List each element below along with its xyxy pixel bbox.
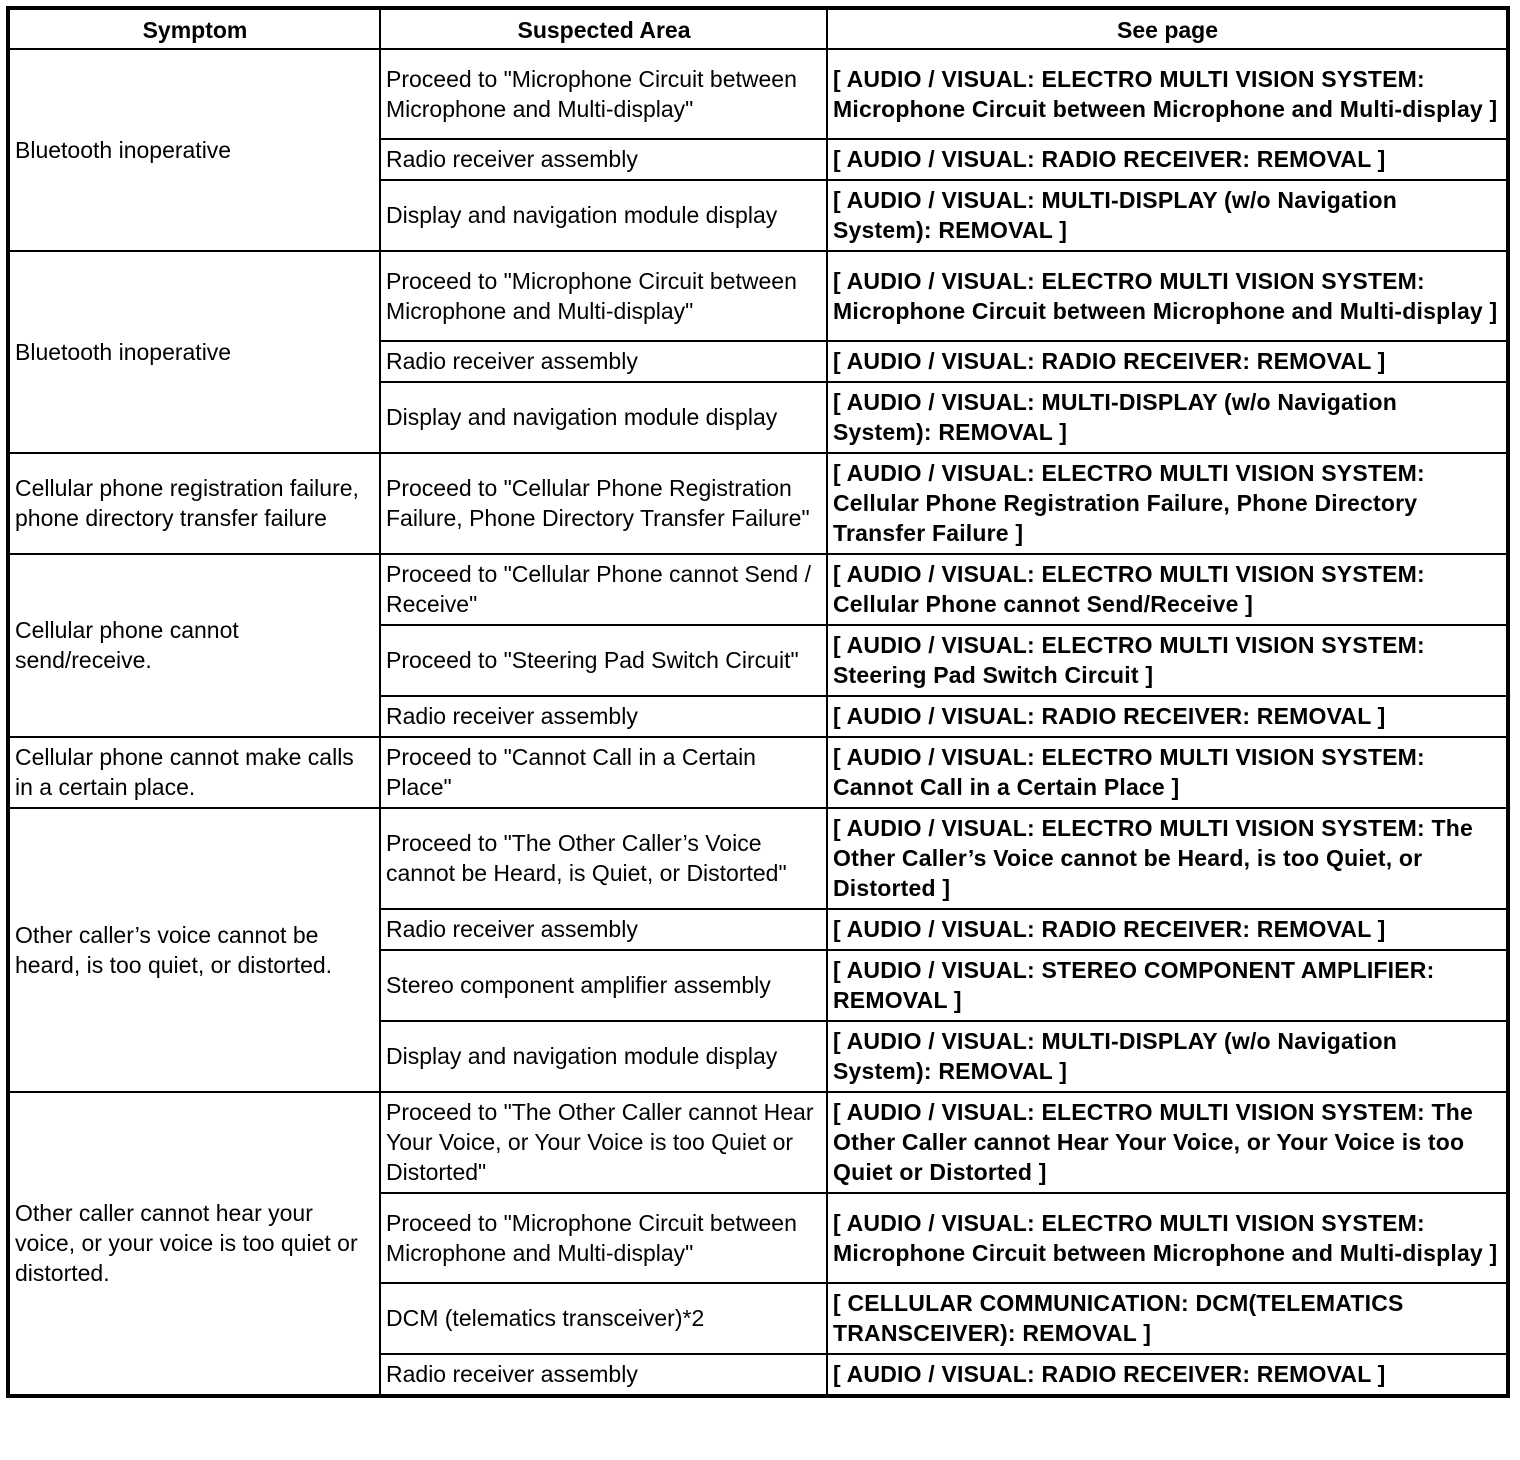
area-cell: Proceed to "Steering Pad Switch Circuit" [380, 625, 827, 696]
table-row [8, 737, 1508, 808]
page-link: [ AUDIO / VISUAL: RADIO RECEIVER: REMOVAL ] [827, 139, 1508, 180]
area-cell: Display and navigation module display [380, 1021, 827, 1092]
page-link: [ AUDIO / VISUAL: ELECTRO MULTI VISION SYSTEM: Cannot Call in a Certain Place ] [827, 737, 1508, 808]
page-link: [ AUDIO / VISUAL: ELECTRO MULTI VISION SYSTEM: Microphone Circuit between Microphone and Multi-display ] [827, 49, 1508, 139]
table-row [8, 49, 1508, 139]
symptom-cell: Bluetooth inoperative [8, 49, 380, 251]
header-suspected-area: Suspected Area [380, 8, 827, 49]
header-row [8, 8, 1508, 49]
area-cell: Stereo component amplifier assembly [380, 950, 827, 1021]
area-cell: Display and navigation module display [380, 180, 827, 251]
area-cell: Proceed to "The Other Caller cannot Hear Your Voice, or Your Voice is too Quiet or Distorted" [380, 1092, 827, 1193]
page-link: [ AUDIO / VISUAL: ELECTRO MULTI VISION SYSTEM: The Other Caller cannot Hear Your Voice, or Your Voice is too Quiet or Distorted ] [827, 1092, 1508, 1193]
table-row [8, 808, 1508, 909]
page-link: [ AUDIO / VISUAL: MULTI-DISPLAY (w/o Navigation System): REMOVAL ] [827, 382, 1508, 453]
area-cell: Radio receiver assembly [380, 1354, 827, 1396]
page-link: [ CELLULAR COMMUNICATION: DCM(TELEMATICS TRANSCEIVER): REMOVAL ] [827, 1283, 1508, 1354]
page-link: [ AUDIO / VISUAL: ELECTRO MULTI VISION SYSTEM: Microphone Circuit between Microphone and Multi-display ] [827, 1193, 1508, 1283]
page-link: [ AUDIO / VISUAL: ELECTRO MULTI VISION SYSTEM: Steering Pad Switch Circuit ] [827, 625, 1508, 696]
area-cell: DCM (telematics transceiver)*2 [380, 1283, 827, 1354]
table-row [8, 453, 1508, 554]
header-symptom: Symptom [8, 8, 380, 49]
page-link: [ AUDIO / VISUAL: MULTI-DISPLAY (w/o Navigation System): REMOVAL ] [827, 1021, 1508, 1092]
page-link: [ AUDIO / VISUAL: RADIO RECEIVER: REMOVAL ] [827, 341, 1508, 382]
page-link: [ AUDIO / VISUAL: RADIO RECEIVER: REMOVAL ] [827, 1354, 1508, 1396]
page-link: [ AUDIO / VISUAL: ELECTRO MULTI VISION SYSTEM: Cellular Phone Registration Failure, Phone Directory Transfer Failure ] [827, 453, 1508, 554]
area-cell: Proceed to "Cellular Phone cannot Send / Receive" [380, 554, 827, 625]
table-row [8, 554, 1508, 625]
page-link: [ AUDIO / VISUAL: ELECTRO MULTI VISION SYSTEM: The Other Caller’s Voice cannot be Heard, is too Quiet, or Distorted ] [827, 808, 1508, 909]
symptom-cell: Bluetooth inoperative [8, 251, 380, 453]
symptom-cell: Other caller cannot hear your voice, or your voice is too quiet or distorted. [8, 1092, 380, 1396]
area-cell: Proceed to "Cellular Phone Registration Failure, Phone Directory Transfer Failure" [380, 453, 827, 554]
area-cell: Proceed to "The Other Caller’s Voice cannot be Heard, is Quiet, or Distorted" [380, 808, 827, 909]
area-cell: Proceed to "Cannot Call in a Certain Place" [380, 737, 827, 808]
page-link: [ AUDIO / VISUAL: ELECTRO MULTI VISION SYSTEM: Cellular Phone cannot Send/Receive ] [827, 554, 1508, 625]
troubleshooting-table [6, 6, 1510, 1398]
area-cell: Radio receiver assembly [380, 909, 827, 950]
area-cell: Radio receiver assembly [380, 696, 827, 737]
symptom-cell: Cellular phone registration failure, phone directory transfer failure [8, 453, 380, 554]
page-link: [ AUDIO / VISUAL: ELECTRO MULTI VISION SYSTEM: Microphone Circuit between Microphone and Multi-display ] [827, 251, 1508, 341]
symptom-cell: Other caller’s voice cannot be heard, is too quiet, or distorted. [8, 808, 380, 1092]
area-cell: Display and navigation module display [380, 382, 827, 453]
area-cell: Proceed to "Microphone Circuit between Microphone and Multi-display" [380, 1193, 827, 1283]
symptom-cell: Cellular phone cannot send/receive. [8, 554, 380, 737]
table-row [8, 251, 1508, 341]
area-cell: Proceed to "Microphone Circuit between Microphone and Multi-display" [380, 251, 827, 341]
page-link: [ AUDIO / VISUAL: STEREO COMPONENT AMPLIFIER: REMOVAL ] [827, 950, 1508, 1021]
table-row [8, 1092, 1508, 1193]
symptom-cell: Cellular phone cannot make calls in a certain place. [8, 737, 380, 808]
page-link: [ AUDIO / VISUAL: RADIO RECEIVER: REMOVAL ] [827, 909, 1508, 950]
page-link: [ AUDIO / VISUAL: MULTI-DISPLAY (w/o Navigation System): REMOVAL ] [827, 180, 1508, 251]
area-cell: Proceed to "Microphone Circuit between Microphone and Multi-display" [380, 49, 827, 139]
header-see-page: See page [827, 8, 1508, 49]
area-cell: Radio receiver assembly [380, 341, 827, 382]
area-cell: Radio receiver assembly [380, 139, 827, 180]
page-link: [ AUDIO / VISUAL: RADIO RECEIVER: REMOVAL ] [827, 696, 1508, 737]
